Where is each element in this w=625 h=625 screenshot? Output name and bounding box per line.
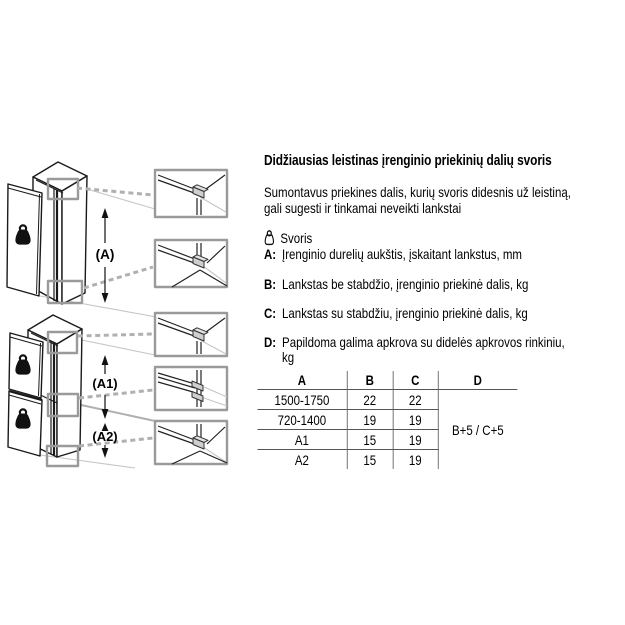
cell-c: 19	[393, 410, 438, 430]
dimension-A1-label: (A1)	[92, 376, 118, 391]
col-header-D: D	[438, 371, 518, 390]
diagram-single-door	[7, 162, 227, 318]
definition-A	[264, 247, 579, 262]
cell-b: 22	[347, 390, 393, 410]
definition-B	[264, 277, 579, 292]
dimension-A2	[92, 423, 117, 458]
definition-C	[264, 306, 579, 321]
cell-a: A1	[257, 430, 346, 450]
cell-a: 1500-1750	[257, 390, 346, 410]
cell-c: 22	[393, 390, 438, 410]
detail-view-top-hinge	[155, 170, 227, 217]
diagram-double-door	[8, 313, 227, 468]
cell-a: 720-1400	[257, 410, 346, 430]
detail-view-middle-hinge	[155, 367, 227, 410]
weight-legend	[264, 230, 312, 246]
cell-a: A2	[257, 450, 346, 470]
detail-view-bottom-hinge	[155, 421, 227, 464]
cell-c: 19	[393, 450, 438, 470]
definition-A-key: A:	[264, 246, 277, 262]
definition-C-text: Lankstas su stabdžiu, įrenginio priekinė dalis, kg	[282, 305, 528, 321]
appliance-diagrams	[0, 0, 250, 510]
text-column	[264, 0, 625, 625]
callout-dashes	[77, 188, 153, 288]
intro-paragraph: Sumontavus priekines dalis, kurių svoris didesnis už leistiną, gali sugesti ir tinkamai neveikti lankstai	[264, 184, 571, 216]
door-panel-lower	[8, 391, 42, 456]
door-panel	[7, 184, 42, 296]
definition-A-text: Įrenginio durelių aukštis, įskaitant lankstus, mm	[282, 246, 522, 262]
dimension-A2-label: (A2)	[92, 429, 118, 444]
dimension-A	[96, 208, 115, 303]
dimension-A-label: (A)	[95, 247, 115, 262]
door-panel-upper	[9, 333, 43, 398]
weight-label: Svoris	[280, 230, 313, 246]
page-title: Didžiausias leistinas įrenginio priekinių dalių svoris	[264, 153, 552, 169]
dimension-A1	[92, 355, 117, 419]
definition-D	[264, 335, 579, 365]
cell-c: 19	[393, 430, 438, 450]
cell-b: 15	[347, 450, 393, 470]
cell-b: 19	[347, 410, 393, 430]
spec-table	[257, 371, 517, 469]
col-header-B: B	[347, 371, 393, 390]
definition-B-key: B:	[264, 276, 277, 292]
cell-b: 15	[347, 430, 393, 450]
definition-D-key: D:	[264, 334, 277, 350]
weight-icon	[264, 230, 275, 246]
definition-B-text: Lankstas be stabdžio, įrenginio priekinė dalis, kg	[282, 276, 529, 292]
detail-view-bottom-hinge	[155, 240, 227, 287]
definition-C-key: C:	[264, 305, 277, 321]
definition-D-text: Papildoma galima apkrova su didelės apkrovos rinkiniu, kg	[282, 334, 565, 365]
table-row	[257, 390, 517, 410]
table-header-row	[257, 371, 517, 390]
detail-view-top-hinge	[155, 313, 227, 356]
spec-table-wrap	[257, 371, 517, 469]
col-header-A: A	[257, 371, 346, 390]
col-header-C: C	[393, 371, 438, 390]
cell-d-span: B+5 / C+5	[451, 421, 504, 438]
